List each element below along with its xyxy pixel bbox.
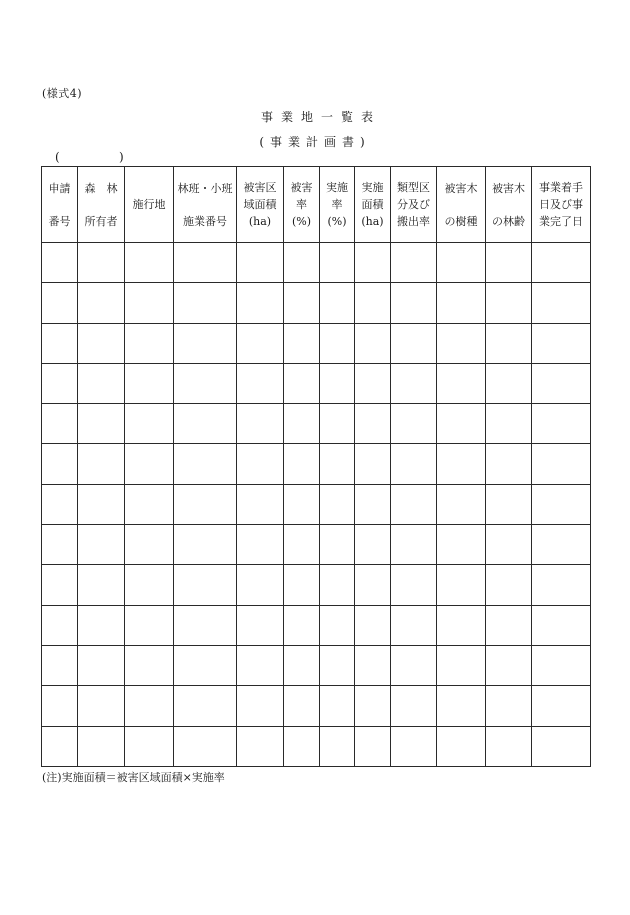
header-line: 被害 bbox=[290, 181, 313, 194]
table-cell[interactable] bbox=[355, 484, 391, 524]
table-cell[interactable] bbox=[125, 525, 174, 565]
header-line: 域面積 bbox=[243, 198, 277, 211]
table-cell[interactable] bbox=[42, 686, 78, 726]
table-cell[interactable] bbox=[437, 404, 486, 444]
table-cell[interactable] bbox=[355, 404, 391, 444]
table-cell[interactable] bbox=[284, 444, 320, 484]
table-row bbox=[42, 363, 591, 403]
table-cell[interactable] bbox=[237, 363, 284, 403]
table-row bbox=[42, 283, 591, 323]
table-cell[interactable] bbox=[78, 444, 125, 484]
table-cell[interactable] bbox=[320, 323, 355, 363]
table-cell[interactable] bbox=[42, 645, 78, 685]
column-header bbox=[532, 167, 591, 243]
table-cell[interactable] bbox=[78, 363, 125, 403]
table-cell[interactable] bbox=[486, 525, 532, 565]
table-cell[interactable] bbox=[320, 645, 355, 685]
paren-open: ( bbox=[55, 150, 60, 164]
table-row bbox=[42, 484, 591, 524]
header-line: (ha) bbox=[361, 215, 384, 228]
paren-close: ) bbox=[119, 150, 124, 164]
table-cell[interactable] bbox=[125, 404, 174, 444]
table-cell[interactable] bbox=[42, 283, 78, 323]
table-cell[interactable] bbox=[78, 283, 125, 323]
table-cell[interactable] bbox=[437, 444, 486, 484]
table-cell[interactable] bbox=[486, 645, 532, 685]
column-header bbox=[320, 167, 355, 243]
table-cell[interactable] bbox=[391, 565, 437, 605]
table-cell[interactable] bbox=[237, 444, 284, 484]
table-cell[interactable] bbox=[437, 686, 486, 726]
header-line: 日及び事 bbox=[539, 198, 583, 211]
table-cell[interactable] bbox=[125, 243, 174, 283]
table-cell[interactable] bbox=[42, 565, 78, 605]
table-cell[interactable] bbox=[78, 525, 125, 565]
table-row bbox=[42, 605, 591, 645]
header-line: の樹種 bbox=[444, 214, 478, 228]
table-cell[interactable] bbox=[284, 686, 320, 726]
column-header bbox=[355, 167, 391, 243]
header-line: 実施 bbox=[326, 181, 348, 194]
column-header bbox=[391, 167, 437, 243]
table-cell[interactable] bbox=[237, 323, 284, 363]
header-line: 搬出率 bbox=[397, 215, 430, 228]
table-cell[interactable] bbox=[532, 404, 591, 444]
header-line: 類型区 bbox=[397, 181, 430, 194]
header-line: (%) bbox=[327, 215, 347, 228]
header-line: 施行地 bbox=[132, 198, 166, 211]
table-cell[interactable] bbox=[486, 404, 532, 444]
table-row bbox=[42, 243, 591, 283]
table-row bbox=[42, 686, 591, 726]
table-cell[interactable] bbox=[174, 686, 237, 726]
document-subtitle: (事業計画書) bbox=[259, 135, 371, 149]
table-cell[interactable] bbox=[486, 363, 532, 403]
table-cell[interactable] bbox=[284, 243, 320, 283]
header-line: 林班・小班 bbox=[177, 181, 233, 195]
table-cell[interactable] bbox=[174, 565, 237, 605]
table-cell[interactable] bbox=[355, 363, 391, 403]
table-cell[interactable] bbox=[486, 283, 532, 323]
column-header bbox=[42, 167, 78, 243]
column-header bbox=[174, 167, 237, 243]
header-line: 実施 bbox=[361, 181, 384, 194]
header-line: 所有者 bbox=[84, 214, 118, 228]
table-cell[interactable] bbox=[355, 645, 391, 685]
table-cell[interactable] bbox=[174, 444, 237, 484]
table-cell[interactable] bbox=[437, 726, 486, 766]
table-cell[interactable] bbox=[320, 565, 355, 605]
header-line: 申請 bbox=[48, 181, 71, 195]
table-row bbox=[42, 404, 591, 444]
table-cell[interactable] bbox=[320, 444, 355, 484]
table-cell[interactable] bbox=[320, 404, 355, 444]
table-cell[interactable] bbox=[125, 726, 174, 766]
table-cell[interactable] bbox=[78, 565, 125, 605]
table-row bbox=[42, 444, 591, 484]
table-cell[interactable] bbox=[174, 645, 237, 685]
table-cell[interactable] bbox=[486, 323, 532, 363]
table-cell[interactable] bbox=[174, 363, 237, 403]
table-cell[interactable] bbox=[355, 565, 391, 605]
table-cell[interactable] bbox=[437, 525, 486, 565]
table-cell[interactable] bbox=[320, 525, 355, 565]
table-body bbox=[42, 243, 591, 767]
table-cell[interactable] bbox=[437, 565, 486, 605]
table-cell[interactable] bbox=[532, 243, 591, 283]
header-line: の林齢 bbox=[492, 214, 525, 228]
header-line: (ha) bbox=[248, 215, 272, 228]
column-header bbox=[486, 167, 532, 243]
table-cell[interactable] bbox=[391, 686, 437, 726]
column-header bbox=[237, 167, 284, 243]
table-cell[interactable] bbox=[532, 605, 591, 645]
table-cell[interactable] bbox=[486, 565, 532, 605]
table-cell[interactable] bbox=[391, 484, 437, 524]
column-header bbox=[125, 167, 174, 243]
table-cell[interactable] bbox=[320, 243, 355, 283]
header-spacer bbox=[42, 197, 77, 213]
table-cell[interactable] bbox=[174, 404, 237, 444]
table-cell[interactable] bbox=[125, 484, 174, 524]
header-line: 被害木 bbox=[492, 181, 525, 195]
table-cell[interactable] bbox=[532, 283, 591, 323]
table-cell[interactable] bbox=[284, 363, 320, 403]
table-cell[interactable] bbox=[391, 363, 437, 403]
table-row bbox=[42, 726, 591, 766]
table-row bbox=[42, 565, 591, 605]
table-cell[interactable] bbox=[42, 363, 78, 403]
table-cell[interactable] bbox=[174, 243, 237, 283]
table-row bbox=[42, 525, 591, 565]
table-cell[interactable] bbox=[237, 243, 284, 283]
table-cell[interactable] bbox=[284, 565, 320, 605]
table-cell[interactable] bbox=[320, 484, 355, 524]
table-cell[interactable] bbox=[486, 686, 532, 726]
table-cell[interactable] bbox=[391, 323, 437, 363]
table-cell[interactable] bbox=[78, 484, 125, 524]
header-line: 事業着手 bbox=[539, 181, 583, 194]
table-cell[interactable] bbox=[237, 525, 284, 565]
table-cell[interactable] bbox=[125, 645, 174, 685]
table-cell[interactable] bbox=[237, 686, 284, 726]
header-line: 面積 bbox=[361, 198, 384, 211]
table-cell[interactable] bbox=[125, 283, 174, 323]
table-cell[interactable] bbox=[125, 686, 174, 726]
table-cell[interactable] bbox=[284, 283, 320, 323]
header-line: 分及び bbox=[397, 198, 430, 211]
header-line: (%) bbox=[291, 215, 312, 228]
table-row bbox=[42, 645, 591, 685]
table-cell[interactable] bbox=[42, 243, 78, 283]
header-spacer bbox=[486, 197, 531, 213]
table-cell[interactable] bbox=[237, 404, 284, 444]
table-cell[interactable] bbox=[237, 484, 284, 524]
table-cell[interactable] bbox=[320, 283, 355, 323]
table-cell[interactable] bbox=[391, 404, 437, 444]
table-cell[interactable] bbox=[78, 323, 125, 363]
table-row bbox=[42, 323, 591, 363]
table-cell[interactable] bbox=[437, 645, 486, 685]
table-cell[interactable] bbox=[320, 686, 355, 726]
form-number: (様式4) bbox=[42, 87, 83, 100]
table-cell[interactable] bbox=[320, 605, 355, 645]
header-line: 番号 bbox=[48, 214, 71, 228]
table-cell[interactable] bbox=[532, 726, 591, 766]
table-cell[interactable] bbox=[174, 726, 237, 766]
header-line: 率 bbox=[331, 198, 343, 211]
table-cell[interactable] bbox=[355, 686, 391, 726]
footnote: (注)実施面積＝被害区域面積×実施率 bbox=[42, 771, 225, 784]
header-spacer bbox=[437, 197, 485, 213]
table-cell[interactable] bbox=[437, 243, 486, 283]
table-cell[interactable] bbox=[486, 243, 532, 283]
table-cell[interactable] bbox=[174, 323, 237, 363]
table-cell[interactable] bbox=[125, 444, 174, 484]
table-cell[interactable] bbox=[42, 444, 78, 484]
header-spacer bbox=[174, 197, 236, 213]
table-cell[interactable] bbox=[486, 484, 532, 524]
table-cell[interactable] bbox=[174, 283, 237, 323]
table-cell[interactable] bbox=[125, 605, 174, 645]
table-cell[interactable] bbox=[532, 686, 591, 726]
table-cell[interactable] bbox=[391, 283, 437, 323]
table-cell[interactable] bbox=[174, 484, 237, 524]
document-title: 事業地一覧表 bbox=[260, 110, 381, 124]
table-cell[interactable] bbox=[42, 605, 78, 645]
header-line: 被害木 bbox=[444, 181, 478, 195]
table-cell[interactable] bbox=[355, 444, 391, 484]
table-cell[interactable] bbox=[486, 605, 532, 645]
table-cell[interactable] bbox=[355, 323, 391, 363]
table-cell[interactable] bbox=[284, 645, 320, 685]
table-cell[interactable] bbox=[355, 726, 391, 766]
table-cell[interactable] bbox=[320, 726, 355, 766]
table-cell[interactable] bbox=[355, 243, 391, 283]
table-cell[interactable] bbox=[532, 323, 591, 363]
table-cell[interactable] bbox=[437, 605, 486, 645]
table-cell[interactable] bbox=[237, 283, 284, 323]
table-cell[interactable] bbox=[237, 605, 284, 645]
table-cell[interactable] bbox=[78, 686, 125, 726]
header-line: 森 林 bbox=[84, 181, 118, 195]
header-line: 業完了日 bbox=[539, 215, 583, 228]
column-header bbox=[437, 167, 486, 243]
table-cell[interactable] bbox=[284, 726, 320, 766]
table-cell[interactable] bbox=[125, 565, 174, 605]
table-cell[interactable] bbox=[78, 605, 125, 645]
table-cell[interactable] bbox=[391, 605, 437, 645]
table-cell[interactable] bbox=[391, 645, 437, 685]
table-cell[interactable] bbox=[486, 726, 532, 766]
table-cell[interactable] bbox=[237, 565, 284, 605]
table-cell[interactable] bbox=[284, 404, 320, 444]
header-line: 施業番号 bbox=[183, 214, 227, 228]
table-cell[interactable] bbox=[486, 444, 532, 484]
table-cell[interactable] bbox=[532, 363, 591, 403]
table-cell[interactable] bbox=[391, 243, 437, 283]
table-cell[interactable] bbox=[532, 444, 591, 484]
table-cell[interactable] bbox=[42, 726, 78, 766]
table-cell[interactable] bbox=[391, 444, 437, 484]
table-cell[interactable] bbox=[532, 565, 591, 605]
table-cell[interactable] bbox=[42, 404, 78, 444]
table-cell[interactable] bbox=[437, 283, 486, 323]
table-cell[interactable] bbox=[174, 525, 237, 565]
header-row bbox=[42, 167, 591, 243]
table-cell[interactable] bbox=[174, 605, 237, 645]
table-cell[interactable] bbox=[437, 363, 486, 403]
table-cell[interactable] bbox=[42, 484, 78, 524]
table-cell[interactable] bbox=[284, 484, 320, 524]
table-cell[interactable] bbox=[42, 323, 78, 363]
table-cell[interactable] bbox=[284, 525, 320, 565]
table-cell[interactable] bbox=[355, 283, 391, 323]
table-cell[interactable] bbox=[355, 525, 391, 565]
table-cell[interactable] bbox=[391, 525, 437, 565]
header-line: 率 bbox=[296, 198, 307, 211]
table-cell[interactable] bbox=[284, 323, 320, 363]
table-cell[interactable] bbox=[78, 726, 125, 766]
table-cell[interactable] bbox=[391, 726, 437, 766]
table-cell[interactable] bbox=[284, 605, 320, 645]
project-site-table bbox=[41, 166, 591, 767]
column-header bbox=[284, 167, 320, 243]
table-cell[interactable] bbox=[78, 645, 125, 685]
table-cell[interactable] bbox=[125, 363, 174, 403]
table-cell[interactable] bbox=[320, 363, 355, 403]
table-cell[interactable] bbox=[437, 323, 486, 363]
table-cell[interactable] bbox=[78, 404, 125, 444]
table-cell[interactable] bbox=[125, 323, 174, 363]
table-cell[interactable] bbox=[237, 726, 284, 766]
table-cell[interactable] bbox=[78, 243, 125, 283]
table-cell[interactable] bbox=[355, 605, 391, 645]
column-header bbox=[78, 167, 125, 243]
table-cell[interactable] bbox=[437, 484, 486, 524]
table-cell[interactable] bbox=[532, 645, 591, 685]
header-spacer bbox=[78, 197, 124, 213]
table-cell[interactable] bbox=[42, 525, 78, 565]
header-line: 被害区 bbox=[243, 181, 277, 194]
blank-parenthesis-field[interactable] bbox=[55, 150, 124, 164]
table-cell[interactable] bbox=[237, 645, 284, 685]
table-cell[interactable] bbox=[532, 525, 591, 565]
table-cell[interactable] bbox=[532, 484, 591, 524]
